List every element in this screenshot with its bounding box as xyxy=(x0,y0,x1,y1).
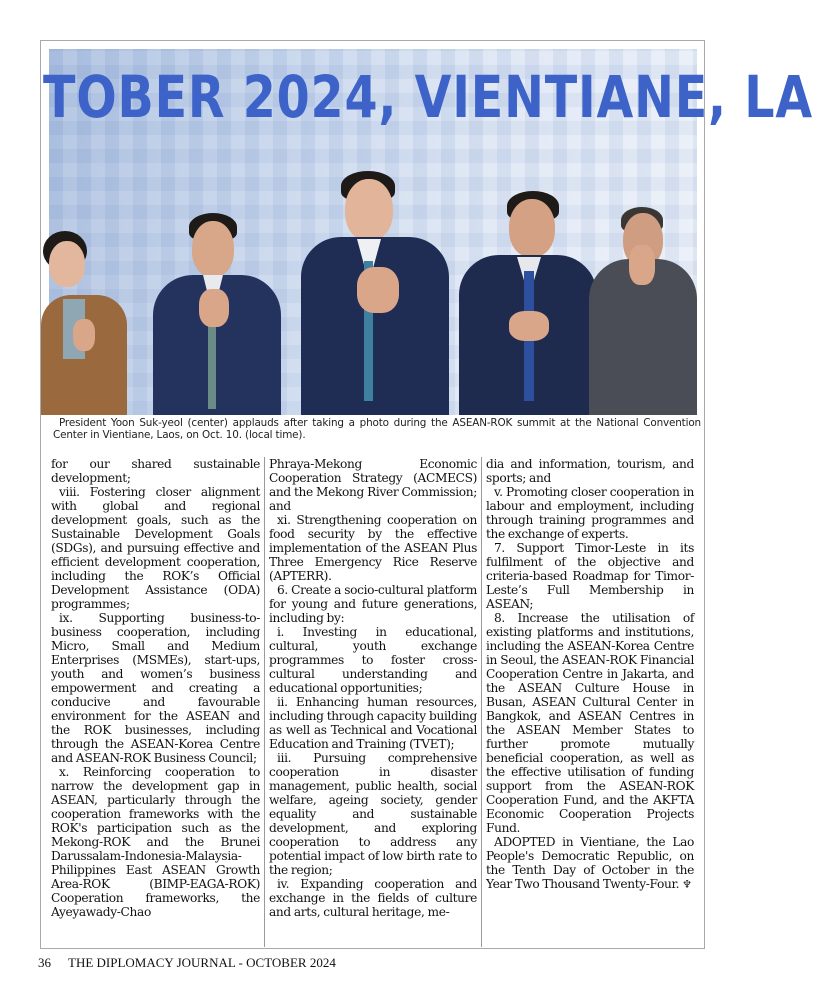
article-body xyxy=(47,457,703,947)
text-column-2 xyxy=(264,457,481,947)
paragraph: xi. Strengthening cooperation on food security by the effective implementation of the ASEAN Plus Three Emergency Rice Reserve (APTERR). xyxy=(269,513,477,583)
paragraph: dia and information, tourism, and sports; and xyxy=(486,457,694,485)
summit-photo xyxy=(43,49,813,415)
text-column-3 xyxy=(481,457,698,947)
person-center xyxy=(297,49,457,415)
article-frame xyxy=(40,40,813,949)
person-left-woman xyxy=(49,49,139,415)
photo-caption: President Yoon Suk-yeol (center) applauds after taking a photo during the ASEAN-ROK summit at the National Convention Center in Vientiane, Laos, on Oct. 10. (local time). xyxy=(53,417,701,441)
paragraph: Phraya-Mekong Economic Cooperation Strategy (ACMECS) and the Mekong River Commission; and xyxy=(269,457,477,513)
paragraph: 6. Create a socio-cultural platform for young and future generations, including by: xyxy=(269,583,477,625)
paragraph: v. Promoting closer cooperation in labour and employment, including through training programmes and the exchange of experts. xyxy=(486,485,694,541)
text-column-1 xyxy=(47,457,264,947)
paragraph-closing xyxy=(486,835,694,892)
paragraph: ii. Enhancing human resources, including through capacity building as well as Technical and Vocational Education and Training (TVET); xyxy=(269,695,477,751)
backdrop-banner-text: TOBER 2024, VIENTIANE, LA xyxy=(43,63,813,131)
person-second xyxy=(145,49,295,415)
publication-title: THE DIPLOMACY JOURNAL - OCTOBER 2024 xyxy=(68,955,336,970)
end-mark-icon: ♆ xyxy=(682,878,692,891)
closing-text: ADOPTED in Vientiane, the Lao People's Democratic Republic, on the Tenth Day of October in the Year Two Thousand Twenty-Four. xyxy=(486,835,694,891)
page-number: 36 xyxy=(38,955,51,970)
person-fourth xyxy=(459,49,599,415)
paragraph: iii. Pursuing comprehensive cooperation in disaster management, public health, social welfare, ageing society, gender equality and sustainable development, and exploring cooperation to address any potential impact of low birth rate to the region; xyxy=(269,751,477,877)
paragraph: 7. Support Timor-Leste in its fulfilment of the objective and criteria-based Roadmap for Timor-Leste’s Full Membership in ASEAN; xyxy=(486,541,694,611)
page-footer xyxy=(38,955,336,971)
paragraph: viii. Fostering closer alignment with global and regional development goals, such as the Sustainable Development Goals (SDGs), and pursuing effective and efficient development cooperation, including the ROK’s Official Development Assistance (ODA) programmes; xyxy=(51,485,260,611)
person-right xyxy=(585,49,697,415)
paragraph: iv. Expanding cooperation and exchange in the fields of culture and arts, cultural heritage, me- xyxy=(269,877,477,919)
paragraph: for our shared sustainable development; xyxy=(51,457,260,485)
paragraph: x. Reinforcing cooperation to narrow the development gap in ASEAN, particularly through the cooperation frameworks with the ROK's participation such as the Mekong-ROK and the Brunei Darussalam-Indonesia-Malaysia-Philippines East ASEAN Growth Area-ROK (BIMP-EAGA-ROK) Cooperation frameworks, the Ayeyawady-Chao xyxy=(51,765,260,919)
paragraph: ix. Supporting business-to-business cooperation, including Micro, Small and Medium Enterprises (MSMEs), start-ups, youth and women’s business empowerment and creating a conducive and favourable environment for the ASEAN and the ROK businesses, including through the ASEAN-Korea Centre and ASEAN-ROK Business Council; xyxy=(51,611,260,765)
paragraph: i. Investing in educational, cultural, youth exchange programmes to foster cross-cultural understanding and educational opportunities; xyxy=(269,625,477,695)
paragraph: 8. Increase the utilisation of existing platforms and institutions, including the ASEAN-Korea Centre in Seoul, the ASEAN-ROK Financial Cooperation Centre in Jakarta, and the ASEAN Culture House in Busan, ASEAN Cultural Center in Bangkok, and ASEAN Centres in the ASEAN Member States to further promote mutually beneficial cooperation, as well as the effective utilisation of funding support from the ASEAN-ROK Cooperation Fund, and the AKFTA Economic Cooperation Projects Fund. xyxy=(486,611,694,835)
